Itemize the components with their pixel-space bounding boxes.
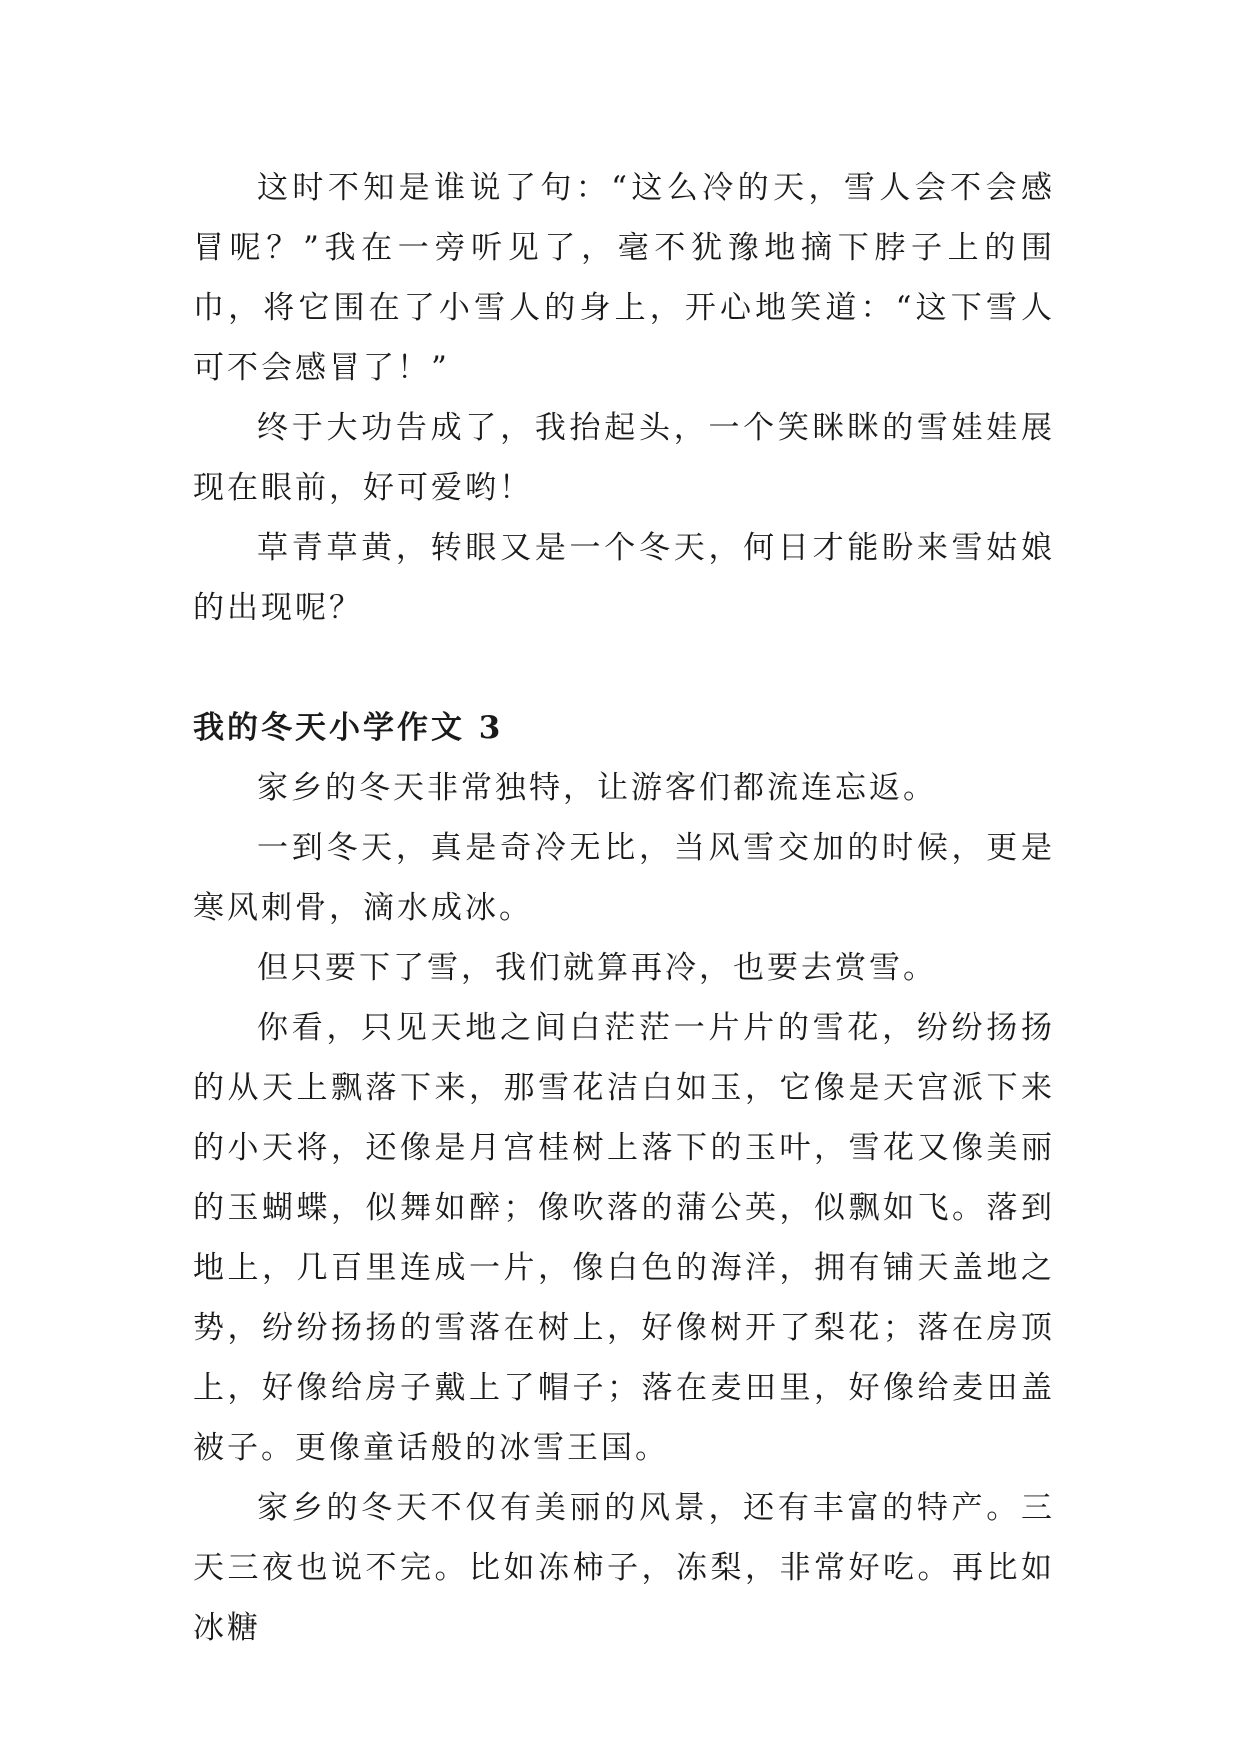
paragraph-snowflakes: 你看，只见天地之间白茫茫一片片的雪花，纷纷扬扬的从天上飘落下来，那雪花洁白如玉，它像是天宫派下来的小天将，还像是月宫桂树上落下的玉叶，雪花又像美丽的玉蝴蝶，似舞如醉；像吹落的蒲公英，似飘如飞。落到地上，几百里连成一片，像白色的海洋，拥有铺天盖地之势，纷纷扬扬的雪落在树上，好像树开了梨花；落在房顶上，好像给房子戴上了帽子；落在麦田里，好像给麦田盖被子。更像童话般的冰雪王国。 [193,1010,1055,1466]
paragraph-snowman-scarf: 这时不知是谁说了句：“这么冷的天，雪人会不会感冒呢？”我在一旁听见了，毫不犹豫地摘下脖子上的围巾，将它围在了小雪人的身上，开心地笑道：“这下雪人可不会感冒了！” [193,170,1055,386]
paragraph-specialties: 家乡的冬天不仅有美丽的风景，还有丰富的特产。三天三夜也说不完。比如冻柿子，冻梨，非常好吃。再比如冰糖 [193,1490,1055,1646]
document-page [193,158,1055,1658]
paragraph-waiting-for-snow: 草青草黄，转眼又是一个冬天，何日才能盼来雪姑娘的出现呢？ [193,530,1055,626]
essay-title: 我的冬天小学作文 3 [193,710,504,746]
section-spacer [193,638,1055,698]
paragraph-hometown-winter: 家乡的冬天非常独特，让游客们都流连忘返。 [257,770,937,806]
paragraph-cold-winter: 一到冬天，真是奇冷无比，当风雪交加的时候，更是寒风刺骨，滴水成冰。 [193,830,1055,926]
paragraph-snowman-finished: 终于大功告成了，我抬起头，一个笑眯眯的雪娃娃展现在眼前，好可爱哟！ [193,410,1055,506]
paragraph-snow-viewing: 但只要下了雪，我们就算再冷，也要去赏雪。 [257,950,937,986]
